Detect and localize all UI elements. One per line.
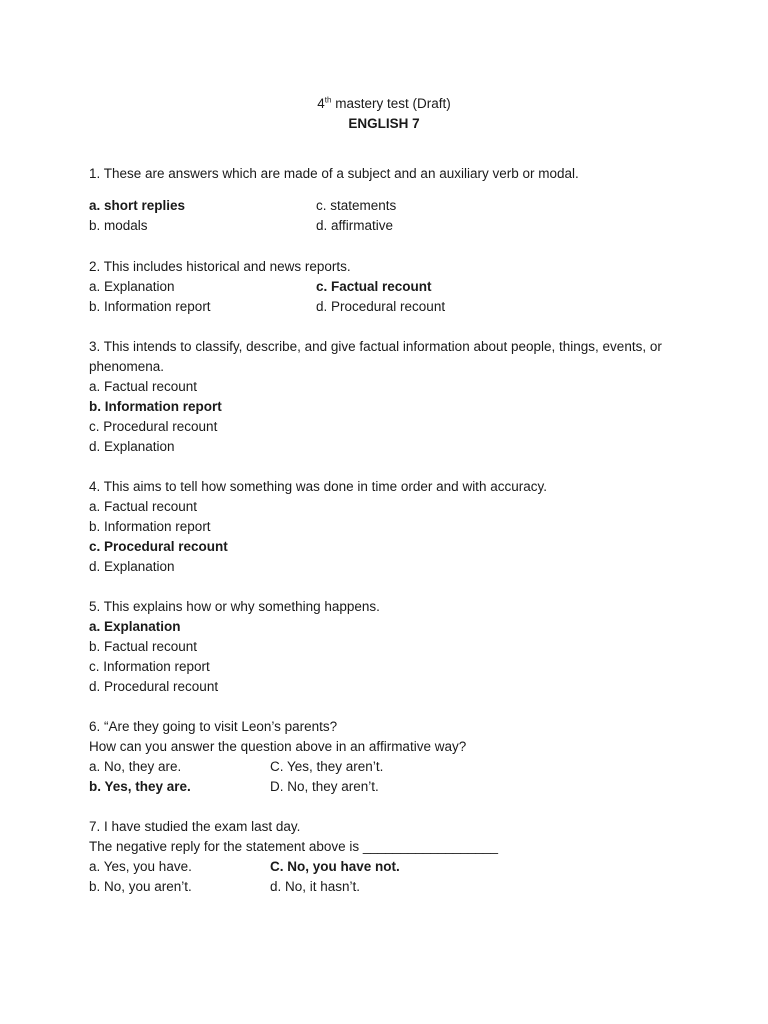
option-c: C. No, you have not.	[270, 859, 400, 874]
option-row	[89, 857, 649, 877]
question-prompt: 4. This aims to tell how something was done in time order and with accuracy.	[89, 479, 547, 494]
option-c: c. Procedural recount	[89, 419, 218, 434]
question-7	[89, 817, 649, 897]
option-d: d. Procedural recount	[89, 679, 219, 694]
option-d: d. Explanation	[89, 559, 175, 574]
option-b: b. Factual recount	[89, 639, 198, 654]
option-c: c. Procedural recount	[89, 539, 228, 554]
question-2	[89, 257, 649, 317]
question-prompt: 1. These are answers which are made of a subject and an auxiliary verb or modal.	[89, 166, 579, 181]
option-d: d. Explanation	[89, 439, 175, 454]
option-row	[89, 757, 649, 777]
question-prompt-line-1: 7. I have studied the exam last day.	[89, 819, 301, 834]
option-b: b. No, you aren’t.	[89, 879, 192, 894]
option-a: a. Factual recount	[89, 379, 198, 394]
option-a: a. Explanation	[89, 279, 175, 294]
option-row	[89, 216, 649, 236]
option-d: D. No, they aren’t.	[270, 779, 379, 794]
question-3	[89, 337, 662, 457]
question-6	[89, 717, 649, 797]
question-1	[89, 164, 649, 236]
option-c: c. Information report	[89, 659, 210, 674]
option-b: b. modals	[89, 218, 148, 233]
question-prompt: 2. This includes historical and news reports.	[89, 259, 351, 274]
test-title	[0, 94, 768, 114]
subject-title: ENGLISH 7	[348, 116, 420, 131]
option-b: b. Information report	[89, 299, 211, 314]
option-row	[89, 297, 649, 317]
option-c: c. statements	[316, 198, 397, 213]
question-prompt-line-2: The negative reply for the statement above is __________________	[89, 839, 499, 854]
option-row	[89, 777, 649, 797]
option-a: a. short replies	[89, 198, 186, 213]
option-a: a. No, they are.	[89, 759, 182, 774]
question-prompt-line-2: How can you answer the question above in an affirmative way?	[89, 739, 467, 754]
option-d: d. affirmative	[316, 218, 394, 233]
question-5	[89, 597, 649, 697]
option-c: C. Yes, they aren’t.	[270, 759, 384, 774]
option-a: a. Explanation	[89, 619, 181, 634]
title-superscript: th	[324, 95, 332, 105]
question-prompt-line-2: phenomena.	[89, 359, 165, 374]
option-b: b. Information report	[89, 399, 222, 414]
question-4	[89, 477, 649, 577]
title-text: mastery test (Draft)	[331, 96, 451, 111]
option-row	[89, 277, 649, 297]
option-b: b. Yes, they are.	[89, 779, 191, 794]
test-header	[0, 94, 768, 134]
option-row	[89, 877, 649, 897]
question-prompt-line-1: 3. This intends to classify, describe, and give factual information about people, things, events, or	[89, 339, 662, 354]
option-d: d. Procedural recount	[316, 299, 446, 314]
option-b: b. Information report	[89, 519, 211, 534]
option-a: a. Factual recount	[89, 499, 198, 514]
option-c: c. Factual recount	[316, 279, 432, 294]
question-prompt-line-1: 6. “Are they going to visit Leon’s parents?	[89, 719, 338, 734]
option-d: d. No, it hasn’t.	[270, 879, 361, 894]
question-prompt: 5. This explains how or why something happens.	[89, 599, 380, 614]
option-row	[89, 196, 649, 216]
title-number: 4	[317, 96, 325, 111]
option-a: a. Yes, you have.	[89, 859, 192, 874]
